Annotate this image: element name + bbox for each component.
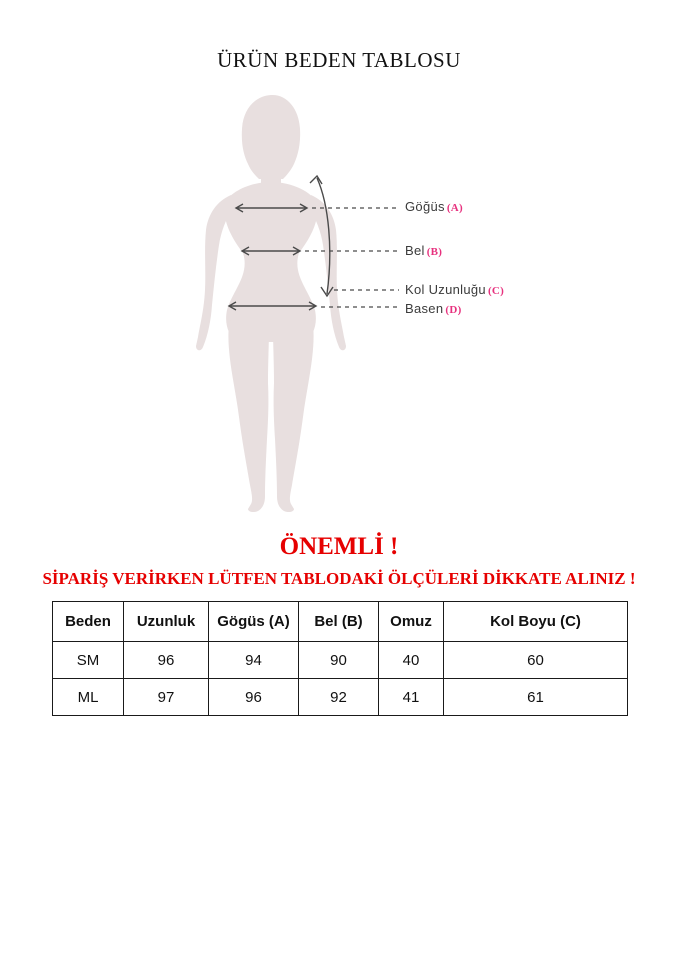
label-hip-text: Basen [405, 301, 444, 316]
cell-sm-bel: 90 [299, 642, 379, 679]
label-chest-text: Göğüs [405, 199, 445, 214]
size-table-header-row [53, 602, 628, 642]
table-row-sm [53, 642, 628, 679]
label-waist-code: (B) [426, 246, 443, 258]
body-measurement-diagram [175, 85, 405, 515]
col-header-bel: Bel (B) [299, 602, 379, 642]
important-heading: ÖNEMLİ ! [279, 533, 399, 560]
label-hip-code: (D) [445, 304, 462, 316]
col-header-omuz: Omuz [379, 602, 444, 642]
cell-ml-bel: 92 [299, 679, 379, 716]
important-message: SİPARİŞ VERİRKEN LÜTFEN TABLODAKİ ÖLÇÜLERİ DİKKATE ALINIZ ! [42, 569, 636, 588]
col-header-uzunluk: Uzunluk [124, 602, 209, 642]
label-chest [405, 199, 463, 214]
cell-ml-gogus: 96 [209, 679, 299, 716]
col-header-beden: Beden [53, 602, 124, 642]
cell-ml-kol: 61 [444, 679, 628, 716]
label-arm-length-code: (C) [487, 285, 505, 297]
cell-ml-omuz: 41 [379, 679, 444, 716]
label-hip [405, 301, 462, 316]
col-header-kol-boyu: Kol Boyu (C) [444, 602, 628, 642]
cell-ml-beden: ML [53, 679, 124, 716]
label-arm-length [405, 282, 504, 297]
female-silhouette-icon [196, 95, 346, 512]
label-waist [405, 243, 442, 258]
cell-sm-uzunluk: 96 [124, 642, 209, 679]
label-waist-text: Bel [405, 243, 425, 258]
col-header-gogus: Gögüs (A) [209, 602, 299, 642]
cell-sm-beden: SM [53, 642, 124, 679]
size-table [52, 601, 628, 716]
cell-ml-uzunluk: 97 [124, 679, 209, 716]
label-arm-length-text: Kol Uzunluğu [405, 282, 486, 297]
page-title: ÜRÜN BEDEN TABLOSU [217, 48, 461, 72]
label-chest-code: (A) [446, 202, 463, 214]
cell-sm-gogus: 94 [209, 642, 299, 679]
cell-sm-omuz: 40 [379, 642, 444, 679]
table-row-ml [53, 679, 628, 716]
cell-sm-kol: 60 [444, 642, 628, 679]
